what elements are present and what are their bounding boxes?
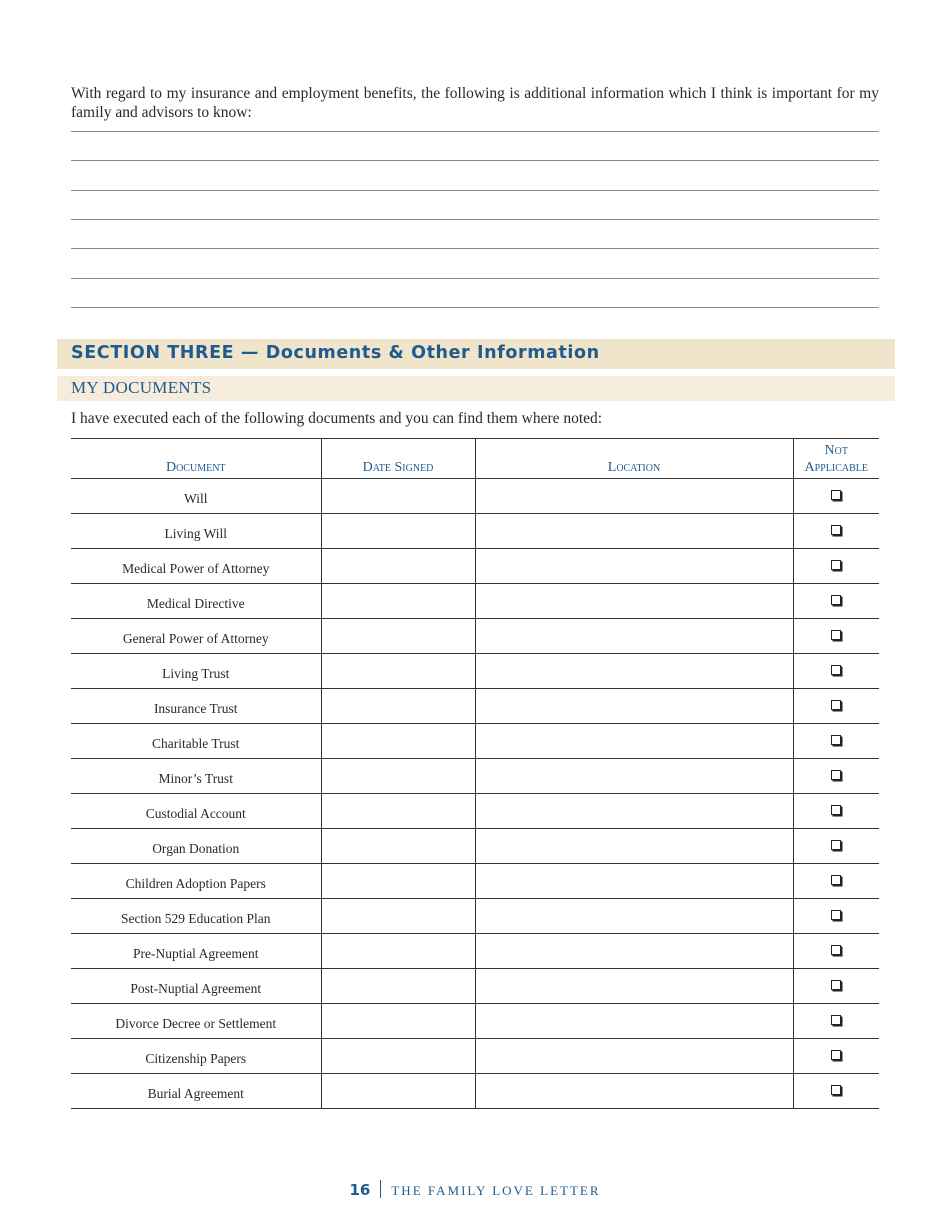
intro-paragraph: With regard to my insurance and employment benefits, the following is additional information which I think is important for my family and advisors to know: bbox=[71, 84, 879, 121]
footer-title: THE FAMILY LOVE LETTER bbox=[391, 1183, 601, 1198]
not-applicable-checkbox[interactable] bbox=[831, 735, 841, 745]
date-signed-cell[interactable] bbox=[321, 619, 475, 654]
location-cell[interactable] bbox=[475, 514, 793, 549]
write-in-line[interactable] bbox=[71, 190, 879, 191]
location-cell[interactable] bbox=[475, 1039, 793, 1074]
not-applicable-checkbox[interactable] bbox=[831, 1050, 841, 1060]
location-cell[interactable] bbox=[475, 584, 793, 619]
document-name-cell: Living Trust bbox=[71, 654, 321, 689]
document-name-cell: Insurance Trust bbox=[71, 689, 321, 724]
not-applicable-checkbox[interactable] bbox=[831, 770, 841, 780]
date-signed-cell[interactable] bbox=[321, 584, 475, 619]
document-name-cell: Children Adoption Papers bbox=[71, 864, 321, 899]
not-applicable-cell bbox=[793, 759, 879, 794]
subsection-title: MY DOCUMENTS bbox=[71, 378, 212, 397]
not-applicable-cell bbox=[793, 969, 879, 1004]
table-header-row bbox=[71, 439, 879, 479]
not-applicable-cell bbox=[793, 899, 879, 934]
table-row bbox=[71, 619, 879, 654]
table-row bbox=[71, 654, 879, 689]
not-applicable-cell bbox=[793, 584, 879, 619]
document-name-cell: General Power of Attorney bbox=[71, 619, 321, 654]
table-row bbox=[71, 479, 879, 514]
location-cell[interactable] bbox=[475, 689, 793, 724]
table-row bbox=[71, 969, 879, 1004]
location-cell[interactable] bbox=[475, 724, 793, 759]
document-name-cell: Medical Directive bbox=[71, 584, 321, 619]
not-applicable-cell bbox=[793, 549, 879, 584]
location-cell[interactable] bbox=[475, 829, 793, 864]
not-applicable-checkbox[interactable] bbox=[831, 980, 841, 990]
column-header-document: Document bbox=[71, 439, 321, 479]
document-name-cell: Medical Power of Attorney bbox=[71, 549, 321, 584]
table-row bbox=[71, 864, 879, 899]
write-in-line[interactable] bbox=[71, 131, 879, 132]
not-applicable-checkbox[interactable] bbox=[831, 875, 841, 885]
not-applicable-checkbox[interactable] bbox=[831, 525, 841, 535]
not-applicable-checkbox[interactable] bbox=[831, 910, 841, 920]
not-applicable-checkbox[interactable] bbox=[831, 945, 841, 955]
date-signed-cell[interactable] bbox=[321, 934, 475, 969]
document-name-cell: Organ Donation bbox=[71, 829, 321, 864]
subsection-header-bar bbox=[57, 376, 895, 401]
not-applicable-cell bbox=[793, 1039, 879, 1074]
location-cell[interactable] bbox=[475, 654, 793, 689]
column-header-location: Location bbox=[475, 439, 793, 479]
not-applicable-cell bbox=[793, 1074, 879, 1109]
footer-divider bbox=[380, 1180, 381, 1198]
document-name-cell: Post-Nuptial Agreement bbox=[71, 969, 321, 1004]
document-name-cell: Burial Agreement bbox=[71, 1074, 321, 1109]
document-name-cell: Divorce Decree or Settlement bbox=[71, 1004, 321, 1039]
not-applicable-cell bbox=[793, 934, 879, 969]
not-applicable-checkbox[interactable] bbox=[831, 665, 841, 675]
location-cell[interactable] bbox=[475, 549, 793, 584]
not-applicable-cell bbox=[793, 654, 879, 689]
not-applicable-line1: Not bbox=[824, 443, 848, 458]
date-signed-cell[interactable] bbox=[321, 794, 475, 829]
not-applicable-cell bbox=[793, 1004, 879, 1039]
not-applicable-checkbox[interactable] bbox=[831, 630, 841, 640]
document-name-cell: Section 529 Education Plan bbox=[71, 899, 321, 934]
date-signed-cell[interactable] bbox=[321, 1004, 475, 1039]
table-row bbox=[71, 1074, 879, 1109]
date-signed-cell[interactable] bbox=[321, 654, 475, 689]
table-row bbox=[71, 1004, 879, 1039]
not-applicable-cell bbox=[793, 514, 879, 549]
table-row bbox=[71, 724, 879, 759]
not-applicable-cell bbox=[793, 619, 879, 654]
date-signed-cell[interactable] bbox=[321, 969, 475, 1004]
document-name-cell: Citizenship Papers bbox=[71, 1039, 321, 1074]
not-applicable-checkbox[interactable] bbox=[831, 805, 841, 815]
location-cell[interactable] bbox=[475, 864, 793, 899]
not-applicable-checkbox[interactable] bbox=[831, 840, 841, 850]
location-cell[interactable] bbox=[475, 934, 793, 969]
write-in-line[interactable] bbox=[71, 278, 879, 279]
column-header-not-applicable bbox=[793, 439, 879, 479]
not-applicable-checkbox[interactable] bbox=[831, 1085, 841, 1095]
not-applicable-cell bbox=[793, 794, 879, 829]
date-signed-cell[interactable] bbox=[321, 1074, 475, 1109]
location-cell[interactable] bbox=[475, 619, 793, 654]
document-name-cell: Minor’s Trust bbox=[71, 759, 321, 794]
not-applicable-cell bbox=[793, 724, 879, 759]
date-signed-cell[interactable] bbox=[321, 689, 475, 724]
location-cell[interactable] bbox=[475, 1074, 793, 1109]
write-in-line[interactable] bbox=[71, 219, 879, 220]
section-title: SECTION THREE — Documents & Other Information bbox=[71, 343, 600, 363]
not-applicable-checkbox[interactable] bbox=[831, 490, 841, 500]
not-applicable-line2: Applicable bbox=[804, 460, 868, 475]
date-signed-cell[interactable] bbox=[321, 1039, 475, 1074]
location-cell[interactable] bbox=[475, 1004, 793, 1039]
write-in-line[interactable] bbox=[71, 248, 879, 249]
not-applicable-cell bbox=[793, 864, 879, 899]
document-name-cell: Charitable Trust bbox=[71, 724, 321, 759]
documents-table bbox=[71, 438, 879, 1109]
page-number: 16 bbox=[349, 1181, 371, 1199]
date-signed-cell[interactable] bbox=[321, 864, 475, 899]
location-cell[interactable] bbox=[475, 794, 793, 829]
location-cell[interactable] bbox=[475, 899, 793, 934]
not-applicable-cell bbox=[793, 689, 879, 724]
location-cell[interactable] bbox=[475, 969, 793, 1004]
not-applicable-cell bbox=[793, 829, 879, 864]
not-applicable-checkbox[interactable] bbox=[831, 1015, 841, 1025]
document-name-cell: Living Will bbox=[71, 514, 321, 549]
column-header-date-signed: Date Signed bbox=[321, 439, 475, 479]
table-row bbox=[71, 759, 879, 794]
document-name-cell: Will bbox=[71, 479, 321, 514]
not-applicable-checkbox[interactable] bbox=[831, 560, 841, 570]
page-footer bbox=[0, 1180, 950, 1200]
table-row bbox=[71, 584, 879, 619]
date-signed-cell[interactable] bbox=[321, 549, 475, 584]
date-signed-cell[interactable] bbox=[321, 514, 475, 549]
table-row bbox=[71, 549, 879, 584]
table-row bbox=[71, 899, 879, 934]
documents-table-body bbox=[71, 479, 879, 1109]
table-row bbox=[71, 794, 879, 829]
documents-intro: I have executed each of the following documents and you can find them where noted: bbox=[71, 410, 603, 427]
document-name-cell: Pre-Nuptial Agreement bbox=[71, 934, 321, 969]
table-row bbox=[71, 514, 879, 549]
not-applicable-checkbox[interactable] bbox=[831, 700, 841, 710]
not-applicable-checkbox[interactable] bbox=[831, 595, 841, 605]
location-cell[interactable] bbox=[475, 479, 793, 514]
date-signed-cell[interactable] bbox=[321, 724, 475, 759]
table-row bbox=[71, 829, 879, 864]
table-row bbox=[71, 1039, 879, 1074]
date-signed-cell[interactable] bbox=[321, 759, 475, 794]
not-applicable-cell bbox=[793, 479, 879, 514]
date-signed-cell[interactable] bbox=[321, 899, 475, 934]
table-row bbox=[71, 689, 879, 724]
location-cell[interactable] bbox=[475, 759, 793, 794]
table-row bbox=[71, 934, 879, 969]
date-signed-cell[interactable] bbox=[321, 479, 475, 514]
section-header-bar bbox=[57, 339, 895, 369]
date-signed-cell[interactable] bbox=[321, 829, 475, 864]
write-in-line[interactable] bbox=[71, 160, 879, 161]
document-name-cell: Custodial Account bbox=[71, 794, 321, 829]
write-in-line[interactable] bbox=[71, 307, 879, 308]
